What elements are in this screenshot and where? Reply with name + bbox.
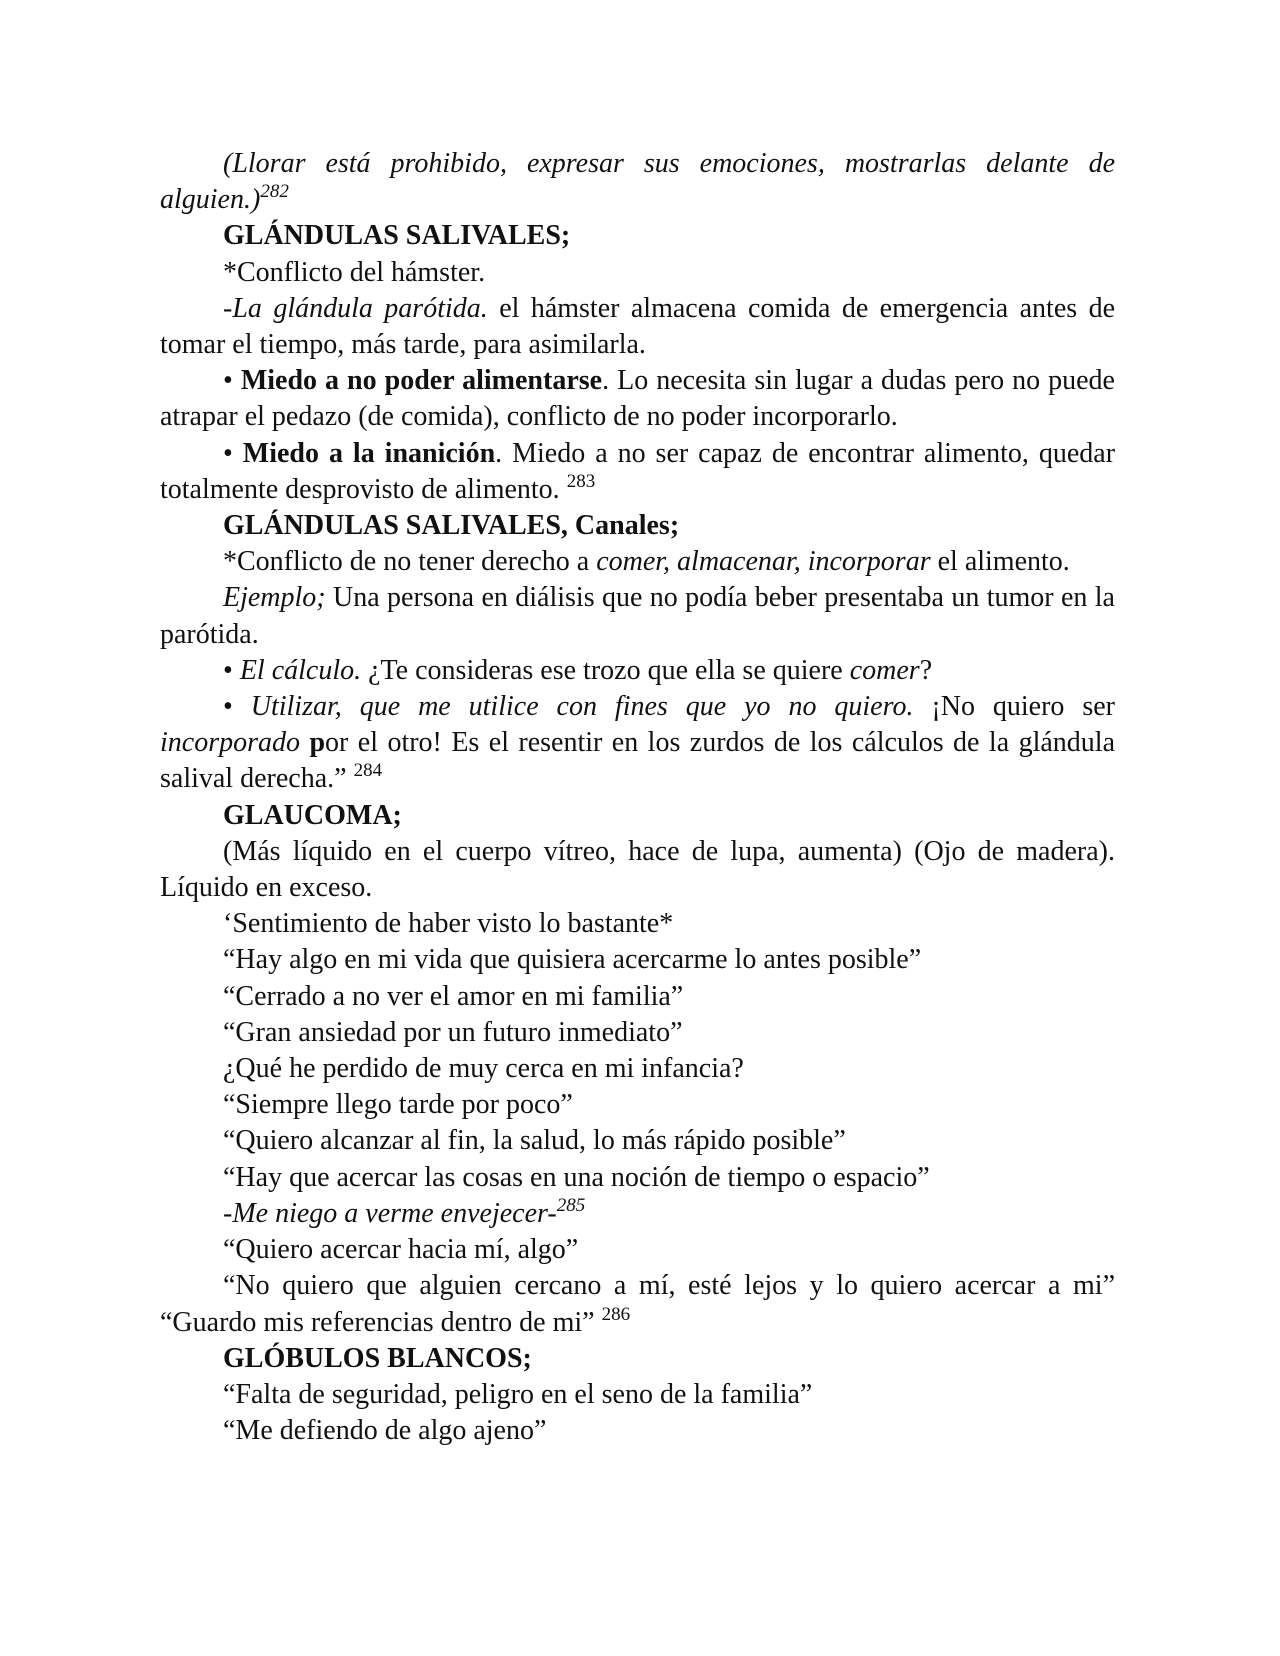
paragraph-right-to-eat	[160, 544, 1115, 580]
paragraph-crying-prohibited	[160, 146, 1115, 218]
paragraph-text: -Me niego a verme envejecer-	[223, 1197, 557, 1229]
quote-someone-far	[160, 1268, 1115, 1340]
quote-closed-to-love: “Cerrado a no ver el amor en mi familia”	[223, 980, 684, 1012]
footnote-ref-286: 286	[601, 1303, 631, 1325]
question-lost-childhood: ¿Qué he perdido de muy cerca en mi infancia?	[223, 1053, 744, 1085]
paragraph-text: ¡No quiero ser	[913, 691, 1115, 723]
quote-defend-foreign: “Me defiendo de algo ajeno”	[223, 1415, 547, 1447]
quote-always-late: “Siempre llego tarde por poco”	[223, 1089, 573, 1121]
line-seen-enough: ‘Sentimiento de haber visto lo bastante*	[223, 908, 674, 940]
paragraph-example-dialysis	[160, 580, 1115, 652]
paragraph-text: . Lo necesita sin lugar a dudas pero no puede atrapar el pedazo (de comida), conflicto de no poder incorporarlo.	[160, 365, 1115, 433]
bullet-fear-starvation	[160, 436, 1115, 508]
paragraph-text: or el otro! Es el resentir en los zurdos de los cálculos de la glándula salival derecha.”	[160, 727, 1115, 795]
quote-bring-something: “Quiero acercar hacia mí, algo”	[223, 1234, 579, 1266]
paragraph-parotid-gland	[160, 291, 1115, 363]
example-label: Ejemplo;	[223, 582, 326, 614]
paragraph-text: ?	[919, 654, 933, 686]
bullet-mark: •	[223, 691, 251, 723]
quote-lack-security: “Falta de seguridad, peligro en el seno de la familia”	[223, 1378, 813, 1410]
bullet-mark: •	[223, 654, 240, 686]
heading-glandulas-salivales-canales: GLÁNDULAS SALIVALES, Canales;	[223, 510, 680, 542]
paragraph-text: “No quiero que alguien cercano a mí, esté lejos y lo quiero acercar a mi” “Guardo mis referencias dentro de mi”	[160, 1270, 1115, 1338]
quote-time-space: “Hay que acercar las cosas en una noción de tiempo o espacio”	[223, 1161, 930, 1193]
paragraph-text: Una persona en diálisis que no podía beber presentaba un tumor en la parótida.	[160, 582, 1115, 650]
paragraph-hamster-conflict: *Conflicto del hámster.	[223, 256, 486, 288]
bullet-title: Miedo a no poder alimentarse	[240, 365, 603, 397]
bullet-fear-not-feeding	[160, 363, 1115, 435]
paragraph-vitreous-liquid: (Más líquido en el cuerpo vítreo, hace de lupa, aumenta) (Ojo de madera). Líquido en exceso.	[160, 835, 1115, 904]
paragraph-text: el hámster almacena comida de emergencia antes de tomar el tiempo, más tarde, para asimilarla.	[160, 292, 1115, 361]
paragraph-text: ¿Te consideras ese trozo que ella se quiere	[361, 654, 850, 686]
footnote-ref-282: 282	[260, 181, 289, 203]
quote-anxiety-future: “Gran ansiedad por un futuro inmediato”	[223, 1016, 683, 1048]
paragraph-text: el alimento.	[930, 546, 1070, 578]
emphasis-text: comer, almacenar, incorporar	[596, 546, 931, 578]
bullet-utilize	[160, 689, 1115, 798]
paragraph-text: . Miedo a no ser capaz de encontrar alimento, quedar totalmente desprovisto de alimento.	[160, 437, 1116, 505]
bullet-title: Utilizar, que me utilice con fines que yo no quiero.	[250, 691, 914, 723]
footnote-ref-285: 285	[556, 1194, 586, 1216]
line-refuse-aging	[160, 1196, 1115, 1232]
bullet-mark: •	[223, 437, 243, 469]
emphasis-text: comer	[849, 654, 920, 686]
heading-glaucoma: GLAUCOMA;	[223, 799, 402, 831]
bullet-title: Miedo a la inanición	[242, 437, 496, 469]
bullet-calculus	[160, 653, 1115, 689]
quote-reach-health: “Quiero alcanzar al fin, la salud, lo más rápido posible”	[223, 1125, 846, 1157]
paragraph-text: *Conflicto de no tener derecho a	[223, 546, 597, 578]
term-parotid: -La glándula parótida.	[223, 292, 488, 324]
document-page	[160, 146, 1115, 1449]
bullet-title: El cálculo.	[239, 654, 362, 686]
footnote-ref-284: 284	[353, 760, 383, 782]
emphasis-text: incorporado	[160, 727, 300, 759]
bold-letter: p	[309, 727, 326, 759]
quote-bring-closer: “Hay algo en mi vida que quisiera acercarme lo antes posible”	[223, 944, 922, 976]
footnote-ref-283: 283	[566, 470, 596, 492]
bullet-mark: •	[223, 365, 241, 397]
heading-globulos-blancos: GLÓBULOS BLANCOS;	[223, 1342, 532, 1374]
heading-glandulas-salivales: GLÁNDULAS SALIVALES;	[223, 220, 571, 252]
paragraph-text: (Llorar está prohibido, expresar sus emociones, mostrarlas delante de alguien.)	[160, 148, 1115, 216]
